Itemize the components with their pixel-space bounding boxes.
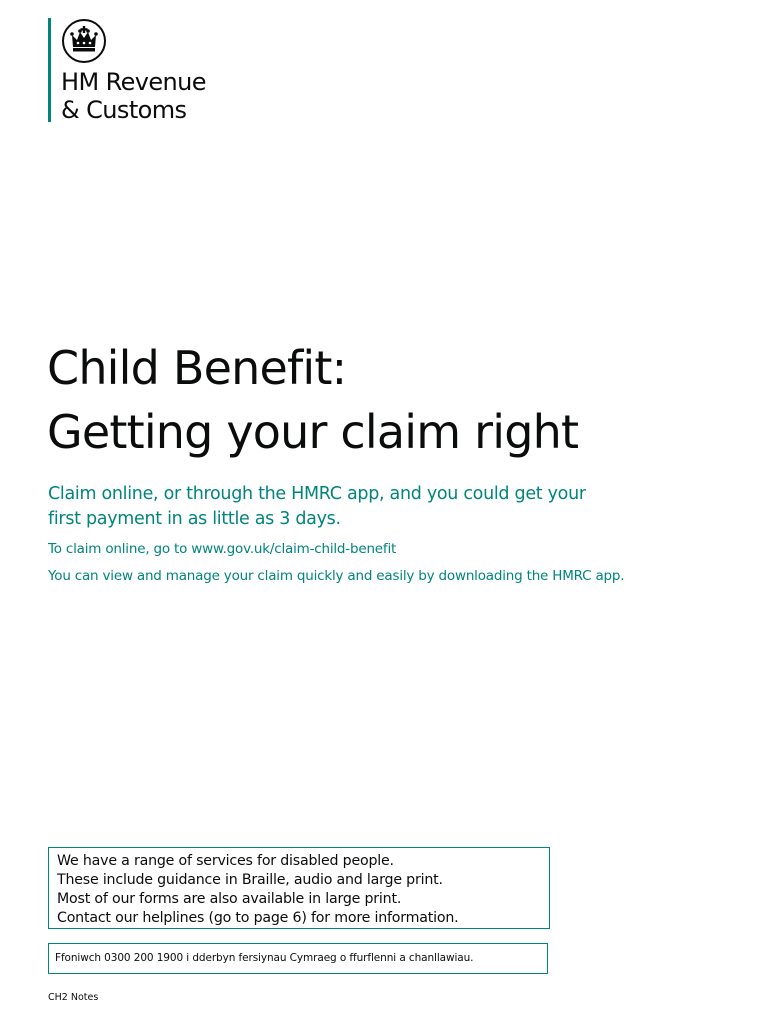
accessibility-line-3: Most of our forms are also available in large print. xyxy=(57,891,402,907)
page-title-line-1: Child Benefit: xyxy=(47,341,347,395)
organisation-name-line-2: & Customs xyxy=(61,96,187,124)
organisation-name-line-1: HM Revenue xyxy=(61,68,206,96)
lead-line-2: first payment in as little as 3 days. xyxy=(48,509,341,529)
claim-online-note: To claim online, go to www.gov.uk/claim-child-benefit xyxy=(48,541,397,557)
page-title xyxy=(47,336,578,464)
accessibility-line-2: These include guidance in Braille, audio and large print. xyxy=(57,872,443,888)
welsh-language-box: Ffoniwch 0300 200 1900 i dderbyn fersiynau Cymraeg o ffurflenni a chanllawiau. xyxy=(48,943,548,974)
form-reference: CH2 Notes xyxy=(48,992,99,1003)
royal-crest-icon xyxy=(61,18,107,64)
accessibility-line-4: Contact our helplines (go to page 6) for more information. xyxy=(57,910,459,926)
accessibility-line-1: We have a range of services for disabled people. xyxy=(57,853,394,869)
brand-bar xyxy=(48,18,51,122)
organisation-name xyxy=(61,68,206,124)
lead-paragraph xyxy=(48,482,688,532)
hmrc-app-note: You can view and manage your claim quickly and easily by downloading the HMRC app. xyxy=(48,568,625,584)
lead-line-1: Claim online, or through the HMRC app, and you could get your xyxy=(48,484,586,504)
accessibility-info-box xyxy=(48,847,550,929)
page-title-line-2: Getting your claim right xyxy=(47,405,579,459)
